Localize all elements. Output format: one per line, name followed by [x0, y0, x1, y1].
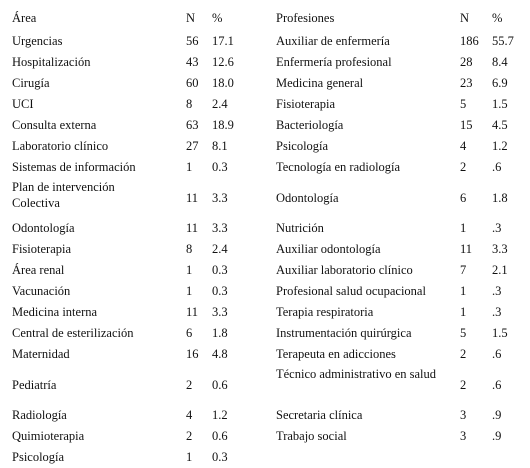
table-row: [0, 157, 530, 178]
header-profession: Profesiones: [276, 11, 335, 25]
area-cell: Cirugía: [12, 76, 50, 90]
area-cell: Consulta externa: [12, 118, 97, 132]
profession-cell: Técnico administrativo en salud: [276, 367, 437, 381]
profession-cell: Trabajo social: [276, 429, 347, 443]
area-count-cell: 1: [186, 263, 193, 277]
area-cell: UCI: [12, 97, 34, 111]
table-row: [0, 94, 530, 115]
profession-percent-cell: .9: [492, 429, 502, 443]
profession-cell: Instrumentación quirúrgica: [276, 326, 412, 340]
area-count-cell: 1: [186, 450, 193, 464]
area-count-cell: 43: [186, 55, 199, 69]
area-count-cell: 1: [186, 284, 193, 298]
area-count-cell: 6: [186, 326, 193, 340]
area-cell: Central de esterilización: [12, 326, 134, 340]
profession-cell: Psicología: [276, 139, 329, 153]
area-percent-cell: 0.3: [212, 160, 228, 174]
table-row: [0, 426, 530, 447]
area-cell: Maternidad: [12, 347, 70, 361]
profession-percent-cell: 2.1: [492, 263, 508, 277]
profession-count-cell: 186: [460, 34, 479, 48]
profession-cell: Tecnología en radiología: [276, 160, 401, 174]
area-count-cell: 4: [186, 408, 193, 422]
table-row: [0, 323, 530, 344]
area-percent-cell: 0.3: [212, 450, 228, 464]
profession-percent-cell: 4.5: [492, 118, 508, 132]
area-percent-cell: 8.1: [212, 139, 228, 153]
profession-percent-cell: .6: [492, 347, 502, 361]
area-count-cell: 11: [186, 305, 199, 319]
table-row: [0, 447, 530, 468]
area-cell: Urgencias: [12, 34, 63, 48]
area-percent-cell: 4.8: [212, 347, 228, 361]
area-percent-cell: 0.3: [212, 263, 228, 277]
area-cell: Quimioterapia: [12, 429, 85, 443]
area-count-cell: 11: [186, 191, 199, 205]
area-cell: Medicina interna: [12, 305, 98, 319]
header-pct-area: %: [212, 11, 223, 25]
header-n-profession: N: [460, 11, 470, 25]
area-count-cell: 56: [186, 34, 199, 48]
profession-count-cell: 15: [460, 118, 473, 132]
profession-count-cell: 1: [460, 284, 467, 298]
area-cell: Plan de intervención Colectiva: [12, 180, 115, 210]
table-row: [0, 178, 530, 218]
area-cell: Vacunación: [12, 284, 71, 298]
profession-count-cell: 28: [460, 55, 473, 69]
profession-count-cell: 2: [460, 160, 467, 174]
profession-percent-cell: .3: [492, 221, 502, 235]
profession-percent-cell: 1.2: [492, 139, 508, 153]
table-row: [0, 31, 530, 52]
profession-percent-cell: 55.7: [492, 34, 514, 48]
profession-count-cell: 3: [460, 408, 467, 422]
table-row: [0, 365, 530, 405]
table-row: [0, 73, 530, 94]
area-cell: Laboratorio clínico: [12, 139, 109, 153]
profession-cell: Auxiliar de enfermería: [276, 34, 390, 48]
area-cell: Pediatría: [12, 378, 57, 392]
header-area: Área: [12, 11, 37, 25]
area-cell: Radiología: [12, 408, 67, 422]
profession-cell: Enfermería profesional: [276, 55, 392, 69]
profession-count-cell: 5: [460, 326, 467, 340]
header-pct-profession: %: [492, 11, 503, 25]
profession-cell: Odontología: [276, 191, 339, 205]
profession-cell: Auxiliar odontología: [276, 242, 381, 256]
profession-count-cell: 1: [460, 305, 467, 319]
area-cell: Área renal: [12, 263, 65, 277]
profession-percent-cell: 1.5: [492, 97, 508, 111]
profession-count-cell: 2: [460, 378, 467, 392]
area-count-cell: 11: [186, 221, 199, 235]
profession-count-cell: 23: [460, 76, 473, 90]
area-count-cell: 2: [186, 378, 193, 392]
area-percent-cell: 2.4: [212, 242, 228, 256]
profession-count-cell: 4: [460, 139, 467, 153]
profession-count-cell: 7: [460, 263, 467, 277]
profession-percent-cell: .6: [492, 378, 502, 392]
profession-percent-cell: .3: [492, 284, 502, 298]
area-cell: Odontología: [12, 221, 75, 235]
area-count-cell: 27: [186, 139, 199, 153]
area-count-cell: 60: [186, 76, 199, 90]
area-percent-cell: 0.6: [212, 378, 228, 392]
area-count-cell: 63: [186, 118, 199, 132]
table-row: [0, 218, 530, 239]
area-percent-cell: 3.3: [212, 191, 228, 205]
profession-cell: Profesional salud ocupacional: [276, 284, 426, 298]
area-percent-cell: 3.3: [212, 305, 228, 319]
table-row: [0, 281, 530, 302]
profession-cell: Medicina general: [276, 76, 364, 90]
profession-cell: Nutrición: [276, 221, 324, 235]
table-row: [0, 405, 530, 426]
profession-percent-cell: .3: [492, 305, 502, 319]
profession-count-cell: 6: [460, 191, 467, 205]
area-count-cell: 16: [186, 347, 199, 361]
area-percent-cell: 3.3: [212, 221, 228, 235]
profession-count-cell: 2: [460, 347, 467, 361]
table-row: [0, 260, 530, 281]
table-row: [0, 52, 530, 73]
profession-percent-cell: .6: [492, 160, 502, 174]
area-percent-cell: 0.6: [212, 429, 228, 443]
profession-count-cell: 1: [460, 221, 467, 235]
area-count-cell: 8: [186, 242, 193, 256]
area-cell: Sistemas de información: [12, 160, 136, 174]
header-row: [0, 0, 530, 25]
area-percent-cell: 18.9: [212, 118, 234, 132]
area-percent-cell: 1.8: [212, 326, 228, 340]
profession-percent-cell: 1.8: [492, 191, 508, 205]
area-count-cell: 8: [186, 97, 193, 111]
area-cell: Psicología: [12, 450, 65, 464]
table-row: [0, 136, 530, 157]
area-percent-cell: 12.6: [212, 55, 234, 69]
area-percent-cell: 2.4: [212, 97, 228, 111]
profession-cell: Terapia respiratoria: [276, 305, 374, 319]
table-row: [0, 239, 530, 260]
area-count-cell: 1: [186, 160, 193, 174]
area-percent-cell: 1.2: [212, 408, 228, 422]
profession-percent-cell: 8.4: [492, 55, 508, 69]
area-percent-cell: 0.3: [212, 284, 228, 298]
area-percent-cell: 18.0: [212, 76, 234, 90]
profession-count-cell: 11: [460, 242, 473, 256]
profession-cell: Auxiliar laboratorio clínico: [276, 263, 413, 277]
profession-cell: Bacteriología: [276, 118, 344, 132]
profession-percent-cell: 3.3: [492, 242, 508, 256]
header-n-area: N: [186, 11, 196, 25]
profession-percent-cell: .9: [492, 408, 502, 422]
table-row: [0, 115, 530, 136]
area-cell: Hospitalización: [12, 55, 91, 69]
table-row: [0, 344, 530, 365]
table-row: [0, 302, 530, 323]
profession-percent-cell: 1.5: [492, 326, 508, 340]
profession-percent-cell: 6.9: [492, 76, 508, 90]
area-count-cell: 2: [186, 429, 193, 443]
profession-cell: Terapeuta en adicciones: [276, 347, 396, 361]
profession-count-cell: 3: [460, 429, 467, 443]
area-cell: Fisioterapia: [12, 242, 72, 256]
profession-cell: Fisioterapia: [276, 97, 336, 111]
profession-count-cell: 5: [460, 97, 467, 111]
profession-cell: Secretaria clínica: [276, 408, 363, 422]
area-percent-cell: 17.1: [212, 34, 234, 48]
